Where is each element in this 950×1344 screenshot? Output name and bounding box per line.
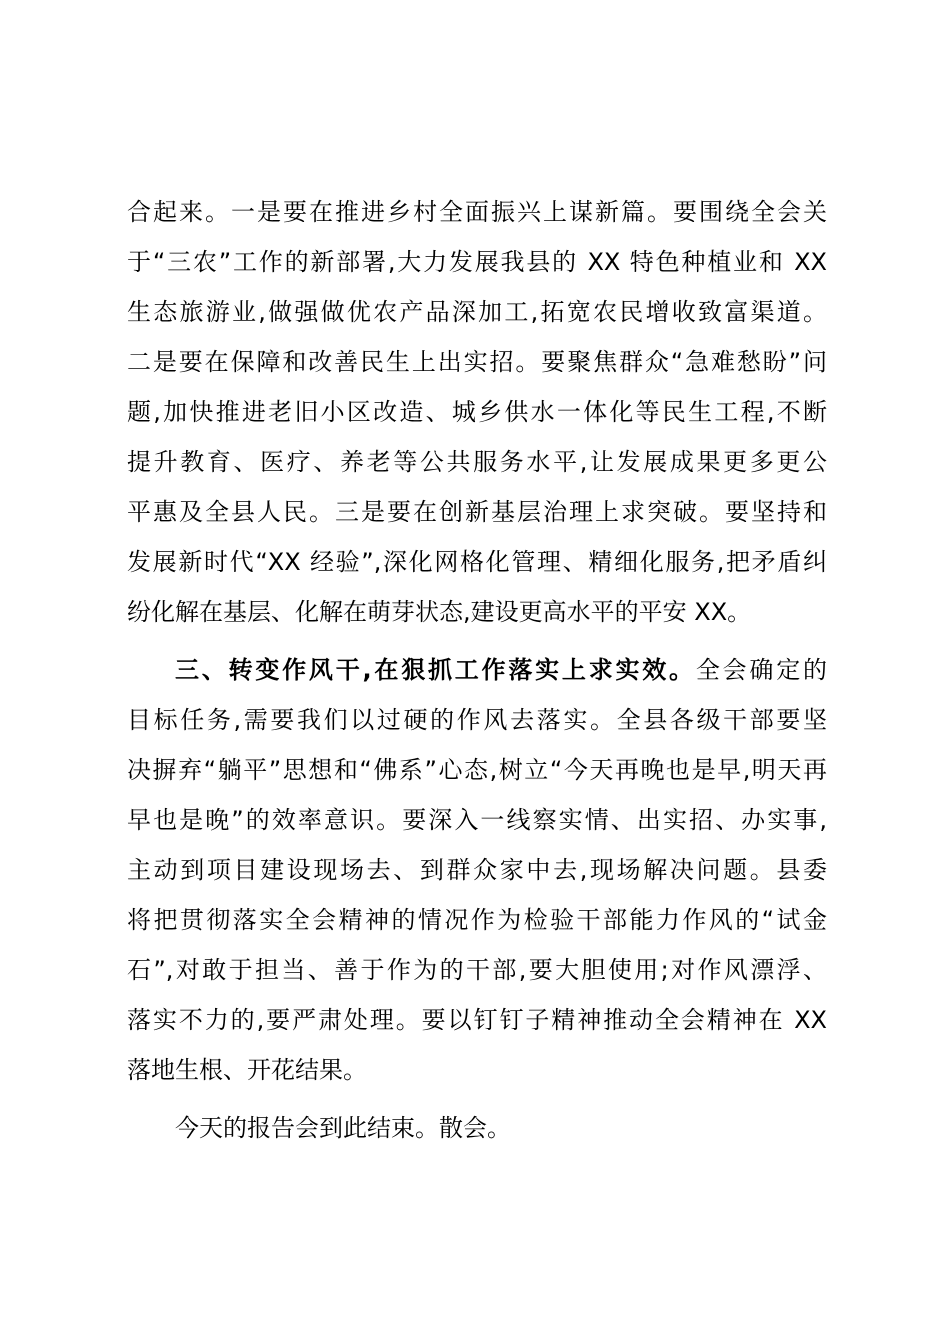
text-line: 落地生根、开花结果。 [127, 1056, 367, 1084]
text-line: 平惠及全县人民。三是要在创新基层治理上求突破。要坚持和 [127, 498, 827, 526]
text-line: 目标任务,需要我们以过硬的作风去落实。全县各级干部要坚 [127, 706, 827, 734]
heading-line-continuation: 全会确定的 [695, 656, 828, 684]
text-line: 主动到项目建设现场去、到群众家中去,现场解决问题。县委 [127, 856, 827, 884]
text-line: 落实不力的,要严肃处理。要以钉钉子精神推动全会精神在 XX [127, 1006, 827, 1034]
text-line: 合起来。一是要在推进乡村全面振兴上谋新篇。要围绕全会关 [127, 198, 827, 226]
text-line: 早也是晚”的效率意识。要深入一线察实情、出实招、办实事, [127, 806, 827, 834]
text-line: 生态旅游业,做强做优农产品深加工,拓宽农民增收致富渠道。 [127, 298, 827, 326]
section-heading: 三、转变作风干,在狠抓工作落实上求实效。 [175, 656, 696, 684]
text-line: 于“三农”工作的新部署,大力发展我县的 XX 特色种植业和 XX [127, 248, 827, 276]
text-line: 将把贯彻落实全会精神的情况作为检验干部能力作风的“试金 [127, 906, 827, 934]
closing-line: 今天的报告会到此结束。散会。 [175, 1114, 511, 1142]
text-line: 提升教育、医疗、养老等公共服务水平,让发展成果更多更公 [127, 448, 827, 476]
text-line: 石”,对敢于担当、善于作为的干部,要大胆使用;对作风漂浮、 [127, 956, 827, 984]
text-line: 题,加快推进老旧小区改造、城乡供水一体化等民生工程,不断 [127, 398, 827, 426]
section-heading-line [175, 650, 827, 690]
text-line: 二是要在保障和改善民生上出实招。要聚焦群众“急难愁盼”问 [127, 348, 827, 376]
text-line: 纷化解在基层、化解在萌芽状态,建设更高水平的平安 XX。 [127, 598, 752, 626]
text-line: 决摒弃“躺平”思想和“佛系”心态,树立“今天再晚也是早,明天再 [127, 756, 827, 784]
text-line: 发展新时代“XX 经验”,深化网格化管理、精细化服务,把矛盾纠 [127, 548, 827, 576]
